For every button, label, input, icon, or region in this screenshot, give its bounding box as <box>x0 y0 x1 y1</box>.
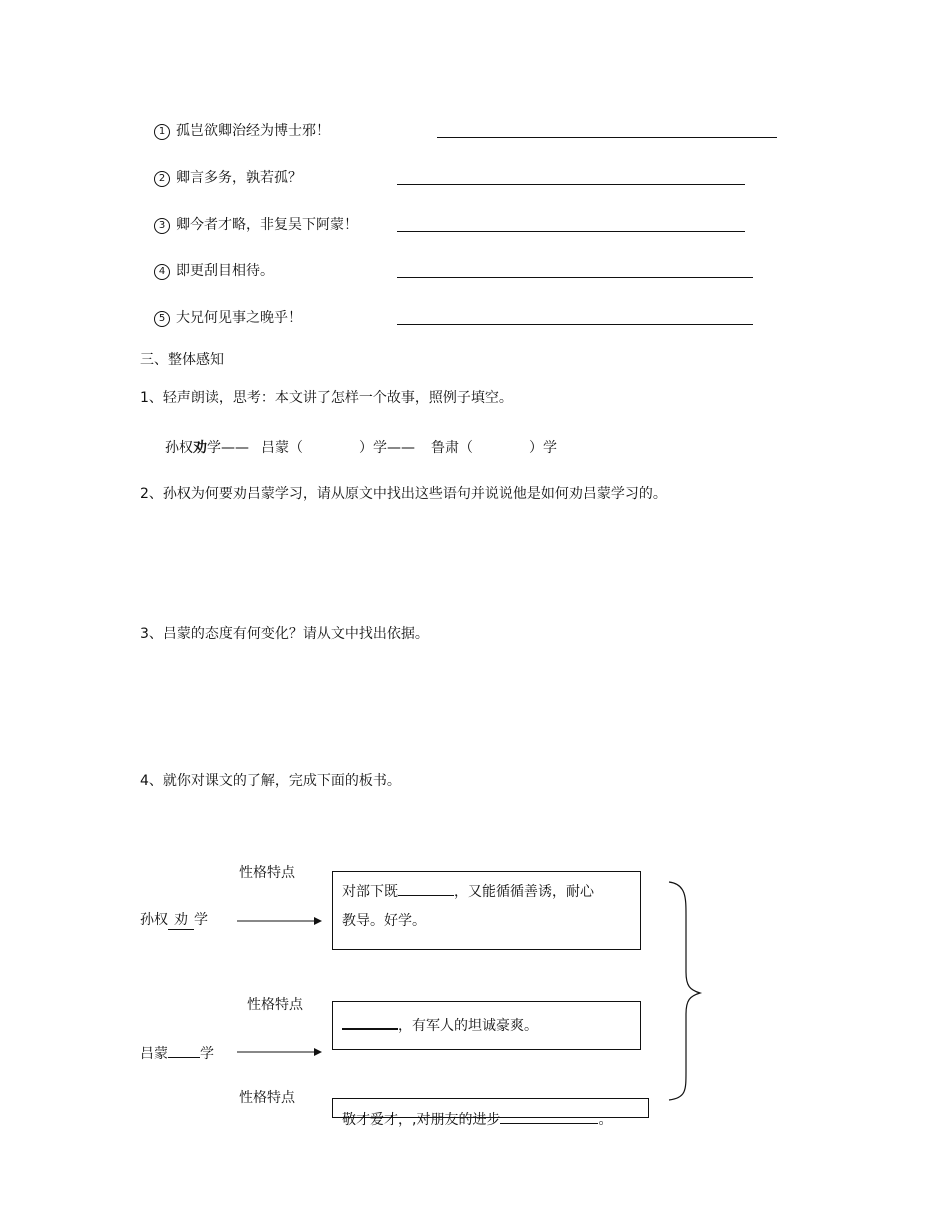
box1-line2: 教导。好学。 <box>342 913 426 929</box>
sunquan-end: 学 <box>194 912 208 928</box>
box1-text-b: ，又能循循善诱，耐心 <box>454 884 594 900</box>
sunquan-name: 孙权 <box>140 912 168 928</box>
item-number-3: 3 <box>154 218 170 234</box>
right-brace <box>669 882 700 1100</box>
box3-blank[interactable] <box>500 1109 598 1124</box>
story-sunquan-end: 学—— <box>207 440 249 456</box>
story-quan-bold: 劝 <box>193 440 207 456</box>
question-3: 3、吕蒙的态度有何变化？请从文中找出依据。 <box>140 626 429 642</box>
box1-blank[interactable] <box>398 881 454 896</box>
trait-label-3: 性格特点 <box>239 1090 295 1106</box>
item-number-1: 1 <box>154 124 170 140</box>
item-text-5: 大兄何见事之晚乎！ <box>176 310 302 326</box>
box1-text-a: 对部下既 <box>342 884 398 900</box>
box3-line <box>342 1109 612 1130</box>
item-text-3: 卿今者才略，非复吴下阿蒙！ <box>176 217 358 233</box>
story-lvmeng-end: ）学—— <box>359 440 415 456</box>
arrow-lvmeng <box>237 1048 322 1056</box>
box2-text: ，有军人的坦诚豪爽。 <box>398 1018 538 1034</box>
item-number-2: 2 <box>154 171 170 187</box>
arrow-sunquan <box>237 917 322 925</box>
item-text-2: 卿言多务，孰若孤？ <box>176 170 302 186</box>
story-lvmeng: 吕蒙（ <box>261 440 303 456</box>
item-text-4: 即更刮目相待。 <box>176 263 274 279</box>
trait-label-1: 性格特点 <box>239 865 295 881</box>
story-lushu-end: ）学 <box>529 440 557 456</box>
item-number-5: 5 <box>154 311 170 327</box>
question-1: 1、轻声朗读，思考：本文讲了怎样一个故事，照例子填空。 <box>140 390 513 406</box>
section-heading: 三、整体感知 <box>140 352 224 368</box>
box3-end: 。 <box>598 1112 613 1128</box>
trait-label-2: 性格特点 <box>247 997 303 1013</box>
box2-blank[interactable] <box>342 1013 398 1030</box>
box3-text: 敬才爱才，,对朋友的进步 <box>342 1112 501 1128</box>
story-lushu: 鲁肃（ <box>431 440 473 456</box>
sunquan-verb: 劝 <box>168 911 194 930</box>
question-2: 2、孙权为何要劝吕蒙学习，请从原文中找出这些语句并说说他是如何劝吕蒙学习的。 <box>140 486 667 502</box>
box1-line1 <box>342 881 594 902</box>
lvmeng-name: 吕蒙 <box>140 1046 168 1062</box>
box2-line <box>342 1013 538 1036</box>
item-text-1: 孤岂欲卿治经为博士邪！ <box>176 123 330 139</box>
lvmeng-end: 学 <box>200 1046 214 1062</box>
item-number-4: 4 <box>154 264 170 280</box>
question-4: 4、就你对课文的了解，完成下面的板书。 <box>140 773 401 789</box>
story-sunquan: 孙权 <box>165 440 193 456</box>
